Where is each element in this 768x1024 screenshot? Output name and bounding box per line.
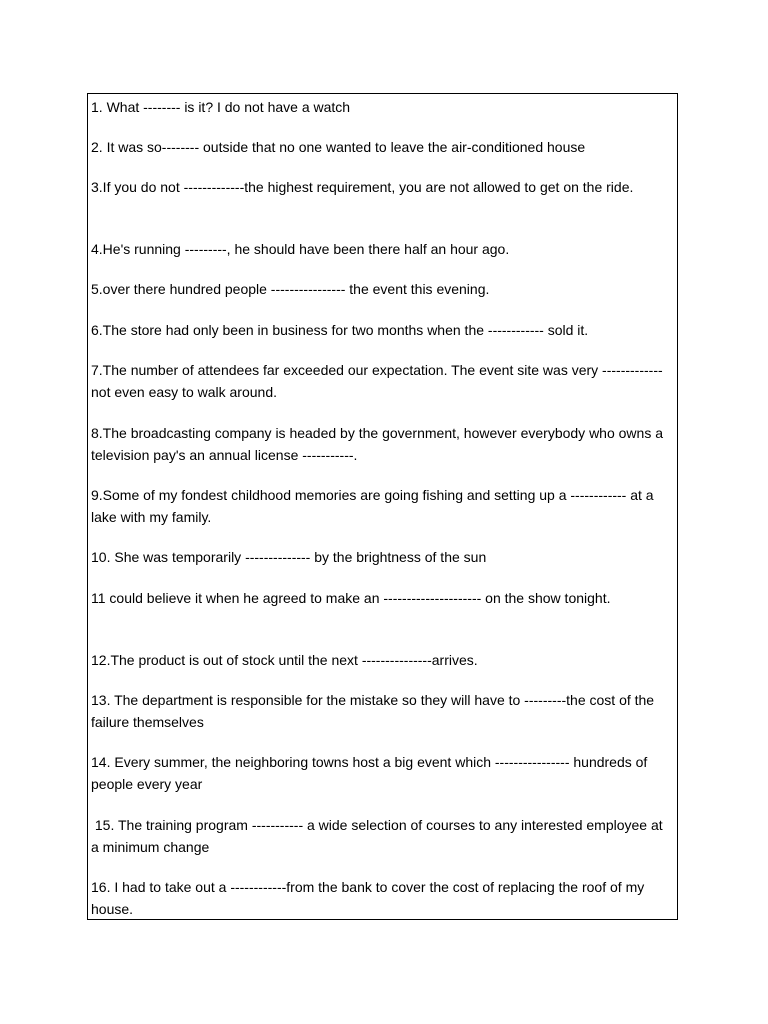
question-9: 9.Some of my fondest childhood memories are going fishing and setting up a ------------ at a lake with my family.: [91, 487, 658, 525]
question-11: 11 could believe it when he agreed to make an --------------------- on the show tonight.: [91, 590, 611, 606]
question-8: 8.The broadcasting company is headed by the government, however everybody who owns a television pay's an annual license -----------.: [91, 425, 667, 463]
question-12: 12.The product is out of stock until the next ---------------arrives.: [91, 652, 478, 668]
question-10: 10. She was temporarily -------------- by the brightness of the sun: [91, 549, 487, 565]
question-6: 6.The store had only been in business for two months when the ------------ sold it.: [91, 322, 589, 338]
question-7: 7.The number of attendees far exceeded our expectation. The event site was very ------------- not even easy to walk around.: [91, 362, 667, 400]
question-16: 16. I had to take out a ------------from the bank to cover the cost of replacing the roof of my house.: [91, 879, 649, 917]
question-5: 5.over there hundred people ---------------- the event this evening.: [91, 281, 490, 297]
question-2: 2. It was so-------- outside that no one wanted to leave the air-conditioned house: [91, 139, 586, 155]
question-13: 13. The department is responsible for the mistake so they will have to ---------the cost of the failure themselves: [91, 692, 658, 730]
question-3: 3.If you do not -------------the highest requirement, you are not allowed to get on the ride.: [91, 179, 634, 195]
question-15: 15. The training program ----------- a wide selection of courses to any interested employee at a minimum change: [91, 817, 667, 855]
question-4: 4.He's running ---------, he should have been there half an hour ago.: [91, 241, 510, 257]
worksheet-box: [87, 93, 678, 920]
question-1: 1. What -------- is it? I do not have a watch: [91, 99, 351, 115]
question-14: 14. Every summer, the neighboring towns host a big event which ---------------- hundreds of people every year: [91, 754, 652, 792]
